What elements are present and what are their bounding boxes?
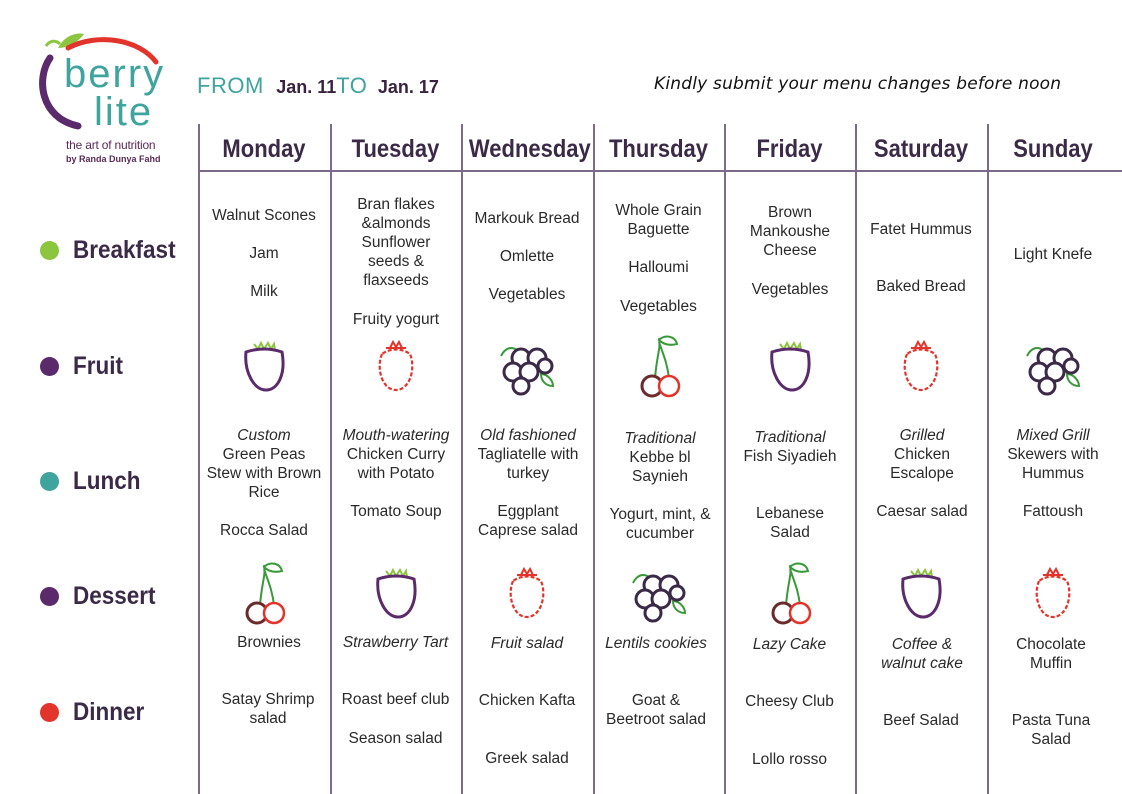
dessert-wednesday: Fruit salad (490, 635, 564, 652)
cherries-icon (240, 561, 288, 630)
grapes-icon (495, 338, 559, 403)
start-date: Jan. 11 (276, 77, 337, 97)
plum-icon (766, 338, 814, 399)
meal-label-fruit: Fruit (40, 352, 129, 381)
day-header-sunday: Sunday (1013, 135, 1093, 163)
to-label: TO (336, 73, 368, 98)
column-divider (987, 124, 989, 794)
dinner-monday: Satay Shrimp salad (221, 691, 315, 727)
breakfast-friday: Brown Mankoushe Cheese Vegetables (749, 204, 831, 298)
dessert-friday: Lazy Cake (752, 636, 827, 653)
plum-icon (372, 565, 420, 626)
dinner-wednesday: Chicken Kafta Greek salad (478, 692, 576, 767)
breakfast-saturday: Fatet Hummus Baked Bread (870, 221, 972, 295)
meal-label-breakfast: Breakfast (40, 236, 187, 265)
raspberry-icon (372, 338, 420, 399)
raspberry-icon (503, 565, 551, 626)
dinner-sunday: Pasta Tuna Salad (1011, 712, 1091, 748)
dinner-thursday: Goat & Beetroot salad (606, 692, 706, 728)
submission-note: Kindly submit your menu changes before noon (654, 74, 1062, 94)
berry-lite-logo (28, 18, 178, 138)
day-header-saturday: Saturday (873, 135, 969, 163)
breakfast-monday: Walnut Scones Jam Milk (212, 207, 316, 300)
dessert-monday: Brownies (237, 634, 301, 651)
dinner-saturday: Beef Salad (883, 712, 959, 729)
meal-label-dessert: Dessert (40, 582, 165, 611)
dessert-thursday: Lentils cookies (605, 635, 707, 652)
dinner-friday: Cheesy Club Lollo rosso (745, 693, 834, 768)
dinner-dot-icon (40, 703, 59, 722)
raspberry-icon (897, 338, 945, 399)
lunch-saturday: Grilled Chicken Escalope Caesar salad (876, 427, 968, 520)
breakfast-tuesday: Bran flakes &almonds Sunflower seeds & flaxseeds Fruity yogurt (352, 196, 440, 328)
grapes-icon (627, 565, 691, 630)
cherries-icon (766, 561, 814, 630)
dessert-dot-icon (40, 587, 59, 606)
column-divider (593, 124, 595, 794)
cherries-icon (635, 334, 683, 403)
day-header-monday: Monday (222, 135, 306, 163)
logo-tagline: the art of nutrition (66, 138, 156, 152)
meal-label-dinner: Dinner (40, 698, 152, 727)
raspberry-icon (1029, 565, 1077, 626)
lunch-tuesday: Mouth-watering Chicken Curry with Potato Tomato Soup (342, 427, 450, 520)
breakfast-sunday: Light Knefe (1013, 246, 1093, 263)
lunch-monday: Custom Green Peas Stew with Brown Rice Rocca Salad (206, 427, 322, 539)
breakfast-dot-icon (40, 241, 59, 260)
day-header-wednesday: Wednesday (468, 135, 591, 163)
logo-byline: by Randa Dunya Fahd (66, 154, 161, 164)
meal-label-lunch: Lunch (40, 467, 148, 496)
breakfast-thursday: Whole Grain Baguette Halloumi Vegetables (615, 202, 702, 315)
breakfast-wednesday: Markouk Bread Omlette Vegetables (474, 210, 580, 303)
lunch-dot-icon (40, 472, 59, 491)
grapes-icon (1021, 338, 1085, 403)
plum-icon (897, 565, 945, 626)
dessert-tuesday: Strawberry Tart (342, 634, 449, 651)
dessert-saturday: Coffee & walnut cake (881, 636, 963, 672)
day-header-friday: Friday (756, 135, 823, 163)
lunch-wednesday: Old fashioned Tagliatelle with turkey Eggplant Caprese salad (477, 427, 579, 539)
logo-word-berry: berry (64, 52, 166, 96)
fruit-dot-icon (40, 357, 59, 376)
day-header-tuesday: Tuesday (351, 135, 440, 163)
lunch-friday: Traditional Fish Siyadieh Lebanese Salad (743, 429, 837, 541)
day-header-thursday: Thursday (608, 135, 709, 163)
date-range (197, 73, 439, 99)
dinner-tuesday: Roast beef club Season salad (341, 691, 450, 747)
dessert-sunday: Chocolate Muffin (1016, 636, 1086, 672)
end-date: Jan. 17 (377, 77, 439, 97)
logo-word-lite: lite (94, 90, 154, 134)
lunch-sunday: Mixed Grill Skewers with Hummus Fattoush (1007, 427, 1099, 520)
plum-icon (240, 338, 288, 399)
lunch-thursday: Traditional Kebbe bl Saynieh Yogurt, mint, & cucumber (609, 430, 711, 542)
from-label: FROM (197, 73, 264, 98)
header-divider (198, 170, 1122, 172)
